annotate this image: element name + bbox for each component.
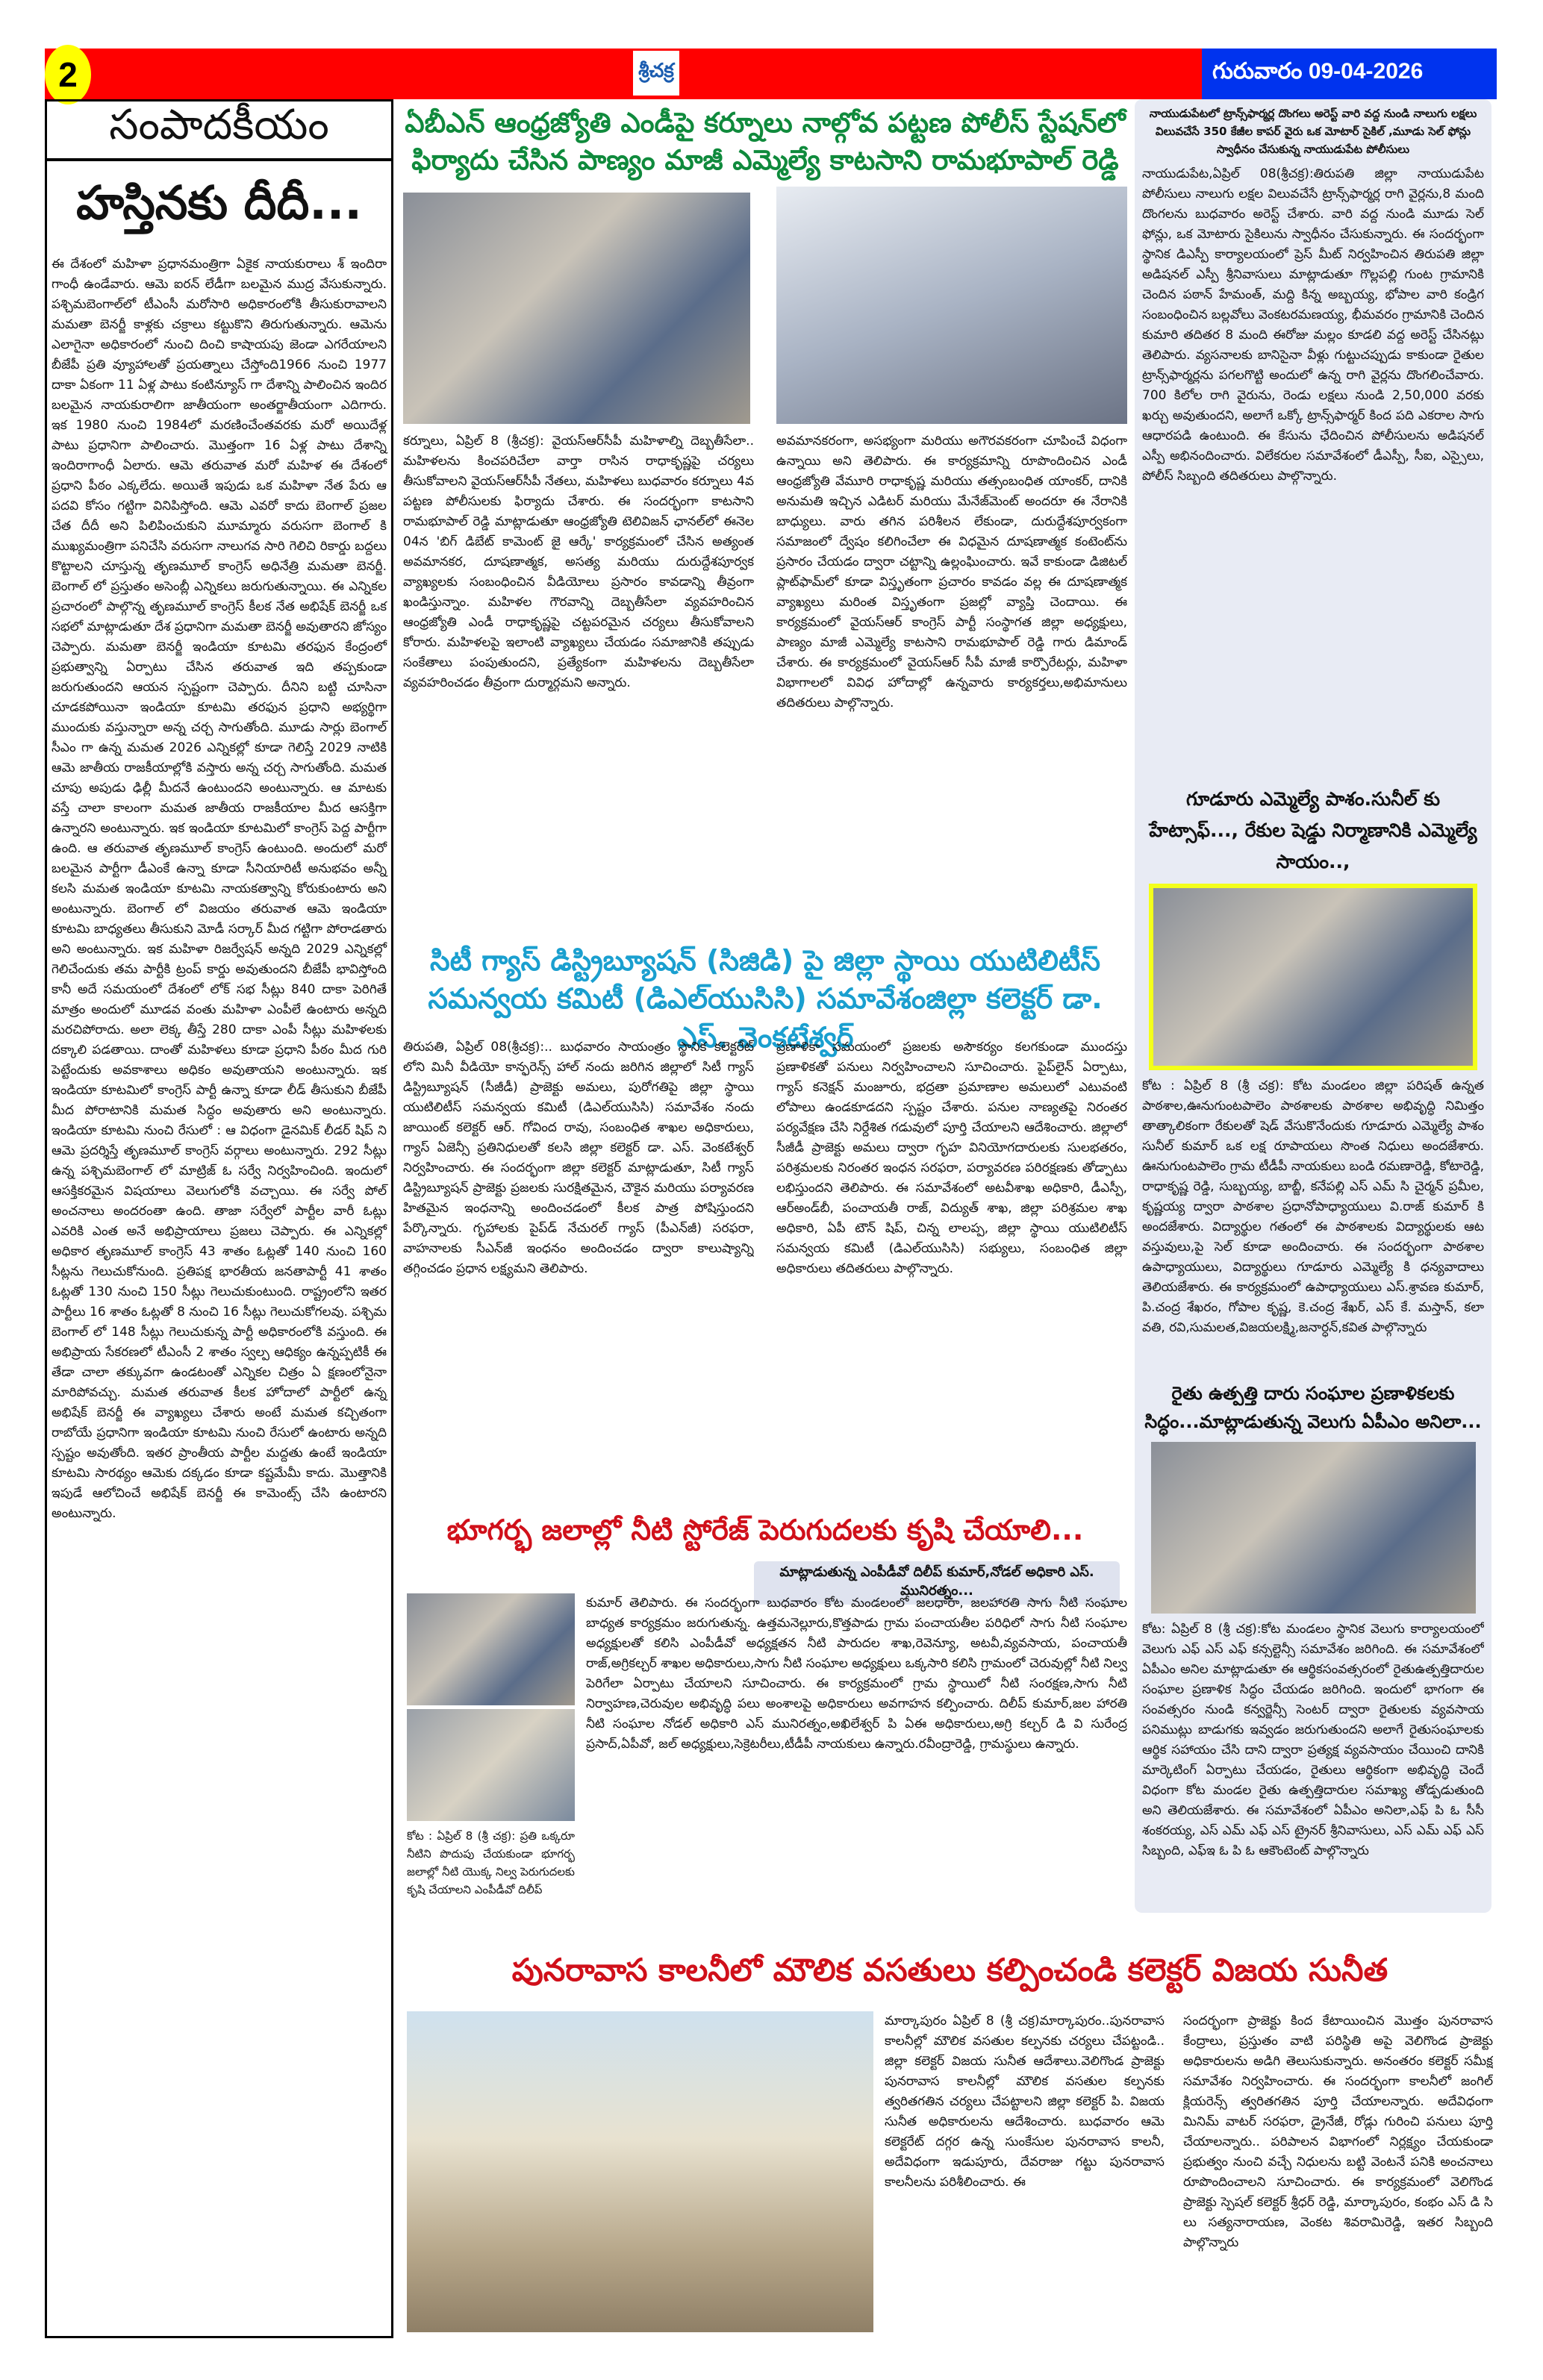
article3-photo-officials [407, 1709, 575, 1821]
article4-headline: పునరావాస కాలనీలో మౌలిక వసతులు కల్పించండి కలెక్టర్ విజయ సునీత [511, 1952, 1388, 1988]
article1-headline: ఏబీఎన్ ఆంధ్రజ్యోతి ఎండీపై కర్నూలు నాల్గోవ పట్టణ పోలీస్ స్టేషన్‌లో ఫిర్యాదు చేసిన పాణ్యం మాజీ ఎమ్మెల్యే కాటసాని రామభూపాల్ రెడ్డి [405, 107, 1126, 176]
story1-body: నాయుడుపేట,ఏప్రిల్ 08(శ్రీచక్ర):తిరుపతి జిల్లా నాయుడుపేట పోలీసులు నాలుగు లక్షల విలువచేసే ట్రాన్స్‌ఫార్మర్ల రాగి వైర్లను,8 మంది దొంగలను బుధవారం అరెస్ట్ చేశారు. వారి వద్ద నుండి మూడు సెల్ ఫోన్లు, ఒక మోటారు సైకిలును స్వాధీనం చేసుకున్నారు. ఈ సందర్భంగా స్థానిక డిఎస్పీ కార్యాలయంలో ప్రెస్ మీట్ నిర్వహించిన తిరుపతి జిల్లా అడిషనల్ ఎస్పీ శ్రీనివాసులు మాట్లాడుతూ గొల్లపల్లి గుంట గ్రామానికి చెందిన పఠాన్ హేమంత్, మద్ది కిన్న అబ్బయ్య, భోపాల వారి కండ్రిగ సంబంధించిన బల్లవోలు వెంకటరమణయ్య, భీమవరం గ్రామానికి చెందిన కుమారి తదితర 8 మంది ఈరోజు మల్లం కూడలి వద్ద అరెస్ట్ చేసినట్లు తెలిపారు. వ్యసనాలకు బానిసైనా వీళ్లు గుట్టుచప్పుడు కాకుండా రైతుల ట్రాన్స్‌ఫార్మర్లను పగలగొట్టి అందులో ఉన్న రాగి వైర్లను దొంగలించేవారు. 700 కిలోల రాగి వైరును, రెండు లక్షలు నుండి 2,50,000 వరకు ఖర్చు అవుతుందని, అలాగే ఒక్కో ట్రాన్స్‌ఫార్మర్ కింద పది ఎకరాల సాగు ఆధారపడి ఉంటుంది. ఈ కేసును ఛేదించిన పోలీసులను అడిషనల్ ఎస్పీ అభినందించారు. విలేకరుల సమావేశంలో డీఎస్పీ, సీఐ, ఎస్సైలు, పోలీస్ సిబ్బంది తదితరులు పాల్గొన్నారు. [1142, 166, 1484, 484]
article1-column2: అవమానకరంగా, అసభ్యంగా మరియు అగౌరవకరంగా చూపించే విధంగా ఉన్నాయి అని తెలిపారు. ఈ కార్యక్రమాన్ని రూపొందించిన ఎండీ ఆంధ్రజ్యోతి వేమూరి రాధాకృష్ణ మరియు తత్సంబంధిత యాంకర్, దానికి అనుమతి ఇచ్చిన ఎడిటర్ మరియు మేనేజ్‌మెంట్ అందరూ ఈ నేరానికి బాధ్యులు. వారు తగిన పరిశీలన లేకుండా, దురుద్దేశపూర్వకంగా సమాజంలో ద్వేషం కలిగించేలా ఈ విధమైన దూషణాత్మక కంటెంట్‌ను ప్రసారం చేయడం ద్వారా చట్టాన్ని ఉల్లంఘించారు. ఇవే కాకుండా డిజిటల్ ప్లాట్‌ఫామ్‌లో కూడా విస్తృతంగా ప్రచారం కావడం వల్ల ఈ దూషణాత్మక వ్యాఖ్యలు మరింత విస్తృతంగా ప్రజల్లో వ్యాప్తి చెందాయి. ఈ కార్యక్రమంలో వైయస్ఆర్ కాంగ్రెస్ పార్టీ సంస్థాగత జిల్లా అధ్యక్షులు, పాణ్యం మాజీ ఎమ్మెల్యే కాటసాని రామభూపాల్ రెడ్డి గారు డిమాండ్ చేశారు. ఈ కార్యక్రమంలో వైయస్ఆర్ సీపీ మాజీ కార్పొరేటర్లు, మహిళా విభాగాలలో వివిధ హోదాల్లో ఉన్నవారు కార్యకర్తలు,అభిమానులు తదితరులు పాల్గొన్నారు. [776, 434, 1127, 710]
page-number: 2 [45, 45, 91, 104]
editorial-section-title: సంపాదకీయం [47, 101, 391, 161]
article3-photo-meeting [407, 1593, 575, 1705]
story2 [1142, 784, 1484, 1373]
article1-column1: కర్నూలు, ఏప్రిల్ 8 (శ్రీచక్ర): వైయస్ఆర్‌సీపీ మహిళాల్ని దెబ్బతీసేలా.. మహిళలను కించపరిచేలా వార్తా రాసిన రాధాకృష్ణపై చర్యలు తీసుకోవాలని వైయస్ఆర్‌సీపీ నేతలు, మహిళలు బుధవారం కర్నూలు 4వ పట్టణ పోలీసులకు ఫిర్యాదు చేశారు. ఈ సందర్భంగా కాటసాని రామభూపాల్ రెడ్డి మాట్లాడుతూ ఆంధ్రజ్యోతి టెలివిజన్ ఛానల్‌లో ఈనెల 04న 'బిగ్ డిబేట్ కామెంట్ జై ఆర్కే' కార్యక్రమంలో చేసిన అత్యంత అవమానకర, దూషణాత్మక, అసత్య మరియు దురుద్దేశపూర్వక వ్యాఖ్యలకు సంబంధించిన వీడియోలు ప్రసారం కావడాన్ని తీవ్రంగా ఖండిస్తున్నాం. మహిళల గౌరవాన్ని దెబ్బతీసేలా వ్యవహరించిన ఆంధ్రజ్యోతి ఎండీ రాధాకృష్ణపై చట్టపరమైన చర్యలు తీసుకోవాలని కోరారు. మహిళలపై ఇలాంటి వ్యాఖ్యలు చేయడం సమాజానికి తప్పుడు సంకేతాలు పంపుతుందని, ప్రత్యేకంగా మహిళలను దెబ్బతీసేలా వ్యవహరించడం తీవ్రంగా దుర్మార్గమని అన్నారు. [403, 434, 754, 690]
story3 [1142, 1379, 1484, 1909]
story1 [1142, 104, 1484, 776]
story3-body: కోట: ఏప్రిల్ 8 (శ్రీ చక్ర):కోట మండలం స్థానిక వెలుగు కార్యాలయంలో వెలుగు ఎఫ్ ఎస్ ఎఫ్ కన్సల్టెన్సీ సమావేశం జరిగింది. ఈ సమావేశంలో ఏపీఎం అనిల మాట్లాడుతూ ఈ ఆర్థికసంవత్సరంలో రైతుఉత్పత్తిదారుల సంఘాల ప్రణాళిక సిద్ధం చేయడం జరిగింది. ఇందులో భాగంగా ఈ సంవత్సరం నుండి కన్వర్జెన్సీ సెంటర్ ద్వారా రైతులకు వ్యవసాయ పనిముట్లు బాడుగకు ఇవ్వడం జరుగుతుందని అలాగే రైతుసంఘాలకు ఆర్థిక సహాయం చేసి దాని ద్వారా ప్రత్యక్ష వ్యవసాయం చేయించి దానికి మార్కెటింగ్ ఏర్పాటు చేయడం, రైతులు ఆర్థికంగా అభివృద్ధి చెందే విధంగా కోట మండల రైతు ఉత్పత్తిదారుల సమాఖ్య తోడ్పడుతుంది అని తెలియజేశారు. ఈ సమావేశంలో ఏపీఎం అనిలా,ఎఫ్ పి ఓ సీసీ శంకరయ్య, ఎస్ ఎమ్ ఎఫ్ ఎస్ ట్రైనర్ శ్రీనివాసులు, ఎస్ ఎమ్ ఎఫ్ ఎస్ సిబ్బంది, ఎఫ్ఇ ఓ పి ఓ ఆకౌంటెంట్ పాల్గొన్నారు [1142, 1622, 1484, 1858]
article1-photo-complaint [403, 193, 750, 424]
story2-headline: గూడూరు ఎమ్మెల్యే పాశం.సునీల్ కు హేట్సాఫ్..., రేకుల షెడ్డు నిర్మాణానికి ఎమ్మెల్యే సాయం.., [1149, 788, 1477, 872]
article2-column2: ప్రణాళికా సమయంలో ప్రజలకు అసౌకర్యం కలగకుండా ముందస్తు ప్రణాళికతో పనులు నిర్వహించాలని సూచించారు. పైప్‌లైన్ ఏర్పాటు, గ్యాస్ కనెక్షన్ మంజూరు, భద్రతా ప్రమాణాల అమలులో ఎటువంటి లోపాలు ఉండకూడదని స్పష్టం చేశారు. పనుల నాణ్యతపై నిరంతర పర్యవేక్షణ చేసి నిర్దేశిత గడువులో పూర్తి చేయాలని ఆదేశించారు. జిల్లాలో సీజీడీ ప్రాజెక్టు అమలు ద్వారా గృహ వినియోగదారులకు సులభతరం, పరిశ్రమలకు నిరంతర ఇంధన సరఫరా, పర్యావరణ పరిరక్షణకు తోడ్పాటు లభిస్తుందని తెలిపారు. ఈ సమావేశంలో అటవీశాఖ అధికారి, డీఎస్పీ, ఆర్అండ్‌బీ, పంచాయతీ రాజ్, విద్యుత్ శాఖ, జిల్లా పరిశ్రమల శాఖ అధికారి, ఏపీ టౌన్ షిప్, చిన్న లాలప్ప, జిల్లా స్థాయి యుటిలిటీస్ సమన్వయ కమిటీ (డిఎల్‌యుసిసి) సభ్యులు, సంబంధిత జిల్లా అధికారులు తదితరులు పాల్గొన్నారు. [776, 1040, 1127, 1276]
article4-photo-colony-inspection [407, 2011, 873, 2332]
story3-headline: రైతు ఉత్పత్తి దారు సంఘాల ప్రణాళికలకు సిద్ధం...మాట్లాడుతున్న వెలుగు ఏపీఎం అనిలా... [1144, 1383, 1482, 1432]
issue-date: గురువారం 09-04-2026 [1202, 49, 1497, 99]
article2-column1: తిరుపతి, ఏప్రిల్ 08(శ్రీచక్ర):.. బుధవారం సాయంత్రం స్థానిక కలెక్టరేట్ లోని మినీ వీడియో కాన్ఫరెన్స్ హాల్ నందు జరిగిన జిల్లాలో సిటీ గ్యాస్ డిస్ట్రిబ్యూషన్ (సీజీడీ) ప్రాజెక్టు అమలు, పురోగతిపై జిల్లా స్థాయి యుటిలిటీస్ సమన్వయ కమిటీ (డిఎల్‌యుసిసి) సమావేశం నందు జాయింట్ కలెక్టర్ ఆర్. గోవింద రావు, సంబంధిత శాఖల అధికారులు, గ్యాస్ ఏజెన్సీ ప్రతినిధులతో కలసి జిల్లా కలెక్టర్ డా. ఎస్. వెంకటేశ్వర్ నిర్వహించారు. ఈ సందర్భంగా జిల్లా కలెక్టర్ మాట్లాడుతూ, సిటీ గ్యాస్ డిస్ట్రిబ్యూషన్ ప్రాజెక్టు ప్రజలకు సురక్షితమైన, చౌకైన మరియు పర్యావరణ హితమైన ఇంధనాన్ని అందించడంలో కీలక పాత్ర పోషిస్తుందని పేర్కొన్నారు. గృహాలకు పైప్‌డ్ నేచురల్ గ్యాస్ (పీఎన్‌జీ) సరఫరా, వాహనాలకు సీఎన్‌జీ ఇంధనం అందించడం ద్వారా కాలుష్యాన్ని తగ్గించడం ప్రధాన లక్ష్యమని తెలిపారు. [403, 1040, 754, 1276]
article3-subheading: మాట్లాడుతున్న ఎంపీడీవో దిలీప్ కుమార్,నోడల్ అధికారి ఎస్. మునిరత్నం... [754, 1561, 1120, 1605]
newspaper-logo: శ్రీచక్ర [633, 51, 679, 96]
article4-column1: మార్కాపురం ఏప్రిల్ 8 (శ్రీ చక్ర)మార్కాపురం..పునరావాస కాలనీల్లో మౌలిక వసతుల కల్పనకు చర్యలు చేపట్టండి.. జిల్లా కలెక్టర్ విజయ సునీత ఆదేశాలు.వెలిగొండ ప్రాజెక్టు పునరావాస కాలనీల్లో మౌలిక వసతుల కల్పనకు త్వరితగతిన చర్యలు చేపట్టాలని జిల్లా కలెక్టర్ పి. విజయ సునీత అధికారులను ఆదేశించారు. బుధవారం ఆమె కలెక్టరేట్ దగ్గర ఉన్న సుంకేసుల పునరావాస కాలనీ, అదేవిధంగా ఇడుపూరు, దేవరాజు గట్టు పునరావాస కాలనీలను పరిశీలించారు. ఈ [885, 2014, 1165, 2190]
article2-headline: సిటీ గ్యాస్ డిస్ట్రిబ్యూషన్ (సిజిడి) పై జిల్లా స్థాయి యుటిలిటీస్ సమన్వయ కమిటీ (డిఎల్‌యుసిసి) సమావేశంజిల్లా కలెక్టర్ డా. ఎస్. వెంకటేశ్వర్ [428, 944, 1103, 1054]
article3-body: కుమార్ తెలిపారు. ఈ సందర్భంగా బుధవారం కోట మండలంలో జలధారా, జలహారతి సాగు నీటి సంఘాల బాధ్యత కార్యక్రమం జరుగుతున్న. ఉత్తమనెల్లూరు,కొత్తపాడు గ్రామ పంచాయతీల పరిధిలో సాగు నీటి సంఘాల అధ్యక్షులతో కలిసి ఎంపీడీవో అధ్యక్షతన నీటి పారుదల శాఖ,రెవెన్యూ, అటవీ,వ్యవసాయ, పంచాయతీ రాజ్,అగ్రికల్చర్ శాఖల అధికారులు,సాగు నీటి సంఘాల అధ్యక్షులు ఒక్కసారి కలిసి గ్రామంలో చెరువుల్లో నీటి నిల్వ పెరిగేలా ఏర్పాటు చేయాలని సూచించారు. ఈ కార్యక్రమంలో గ్రామ స్థాయిలో నీటి సంరక్షణ,సాగు నీటి నిర్వాహణ,చెరువుల అభివృద్ధి పలు అంశాలపై అధికారులు అవగాహన కల్పించారు. దిలీప్ కుమార్,జల హారతి నీటి సంఘాల నోడల్ అధికారి ఎస్ మునిరత్నం,అఖిలేశ్వర్ పి ఏఈ అధికారులు,అగ్రి కల్చర్ డి వి సురేంద్ర ప్రసాద్,ఏపీవో, జల్ అధ్యక్షులు,సెక్రెటరీలు,టీడీపీ నాయకులు ఉన్నారు.రవీంద్రారెడ్డి, గ్రామస్థులు ఉన్నారు. [586, 1596, 1127, 1752]
story2-photo [1149, 884, 1477, 1070]
article4-column2: సందర్భంగా ప్రాజెక్టు కింద కేటాయించిన మొత్తం పునరావాస కేంద్రాలు, ప్రస్తుతం వాటి పరిస్థితి అపై వెలిగొండ ప్రాజెక్టు అధికారులను అడిగి తెలుసుకున్నారు. అనంతరం కలెక్టర్ సమీక్ష సమావేశం నిర్వహించారు. ఈ సందర్భంగా కాలనీలో జంగిల్ క్లియరెన్స్ త్వరితగతిన పూర్తి చేయాలన్నారు. అదేవిధంగా మినిమ్ వాటర్ సరఫరా, డ్రైనేజీ, రోడ్లు గురించి పనులు పూర్తి చేయాలన్నారు.. పరిపాలన విభాగంలో నిర్లక్ష్యం చేయకుండా ప్రభుత్వం నుంచి వచ్చే నిధులను బట్టి వెంటనే పనికి అంచనాలు రూపొందించాలని సూచించారు. ఈ కార్యక్రమంలో వెలిగొండ ప్రాజెక్టు స్పెషల్ కలెక్టర్ శ్రీధర్ రెడ్డి, మార్కాపురం, కంభం ఎస్ డి సి లు సత్యనారాయణ, వెంకట శివరామిరెడ్డి, ఇతర సిబ్బంది పాల్గొన్నారు [1183, 2014, 1493, 2250]
article3-caption: కోట : ఏప్రిల్ 8 (శ్రీ చక్ర): ప్రతి ఒక్కరూ నీటిని పొదుపు చేయకుండా భూగర్భ జలాల్లో నీటి యొక్క నిల్వ పెరుగుదలకు కృషి చేయాలని ఎంపీడీవో దిలీప్ [407, 1829, 575, 1896]
editorial-column [45, 99, 393, 2338]
story3-photo [1151, 1442, 1476, 1614]
story1-headline: నాయుడుపేటలో ట్రాన్స్‌ఫార్మర్ల దొంగలు అరెస్ట్ వారి వద్ద నుండి నాలుగు లక్షలు విలువచేసే 350 కేజీల కాపర్ వైరు ఒక మోటార్ సైకిల్ ,మూడు సెల్ ఫోన్లు స్వాధీనం చేసుకున్న నాయుడుపేట పోలీసులు [1149, 107, 1477, 156]
editorial-body: ఈ దేశంలో మహిళా ప్రధానమంత్రిగా ఏకైక నాయకురాలు శ్ ఇందిరా గాంధీ ఉండేవారు. ఆమె ఐరన్ లేడీగా బలమైన ముద్ర వేసుకున్నారు. పశ్చిమబెంగాల్‌లో టీఎంసీ మరోసారి అధికారంలోకి తీసుకురావాలని మమతా బెనర్జీ కాళ్లకు చక్రాలు కట్టుకొని తిరుగుతున్నారు. ఆమెను ఎలాగైనా అధికారంలో నుంచి దించి కాషాయపు జెండా ఎగరేయాలని బీజేపీ ప్రతి వ్యూహాలతో ప్రయత్నాలు చేస్తోంది1966 నుంచి 1977 దాకా ఏకంగా 11 ఏళ్ల పాటు కంటిన్యూస్ గా దేశాన్ని పాలించిన ఇందిర బలమైన నాయకురాలిగా జాతీయంగా అంతర్జాతీయంగా ఎదిగారు. ఇక 1980 నుంచి 1984లో మరణించేంతవరకు మరో అయిదేళ్ల పాటు ప్రధానిగా పాలించారు. మొత్తంగా 16 ఏళ్ల పాటు దేశాన్ని ఇందిరాగాంధీ ఏలారు. ఆమె తరువాత మరో మహిళ ఈ దేశంలో ప్రధాని పీఠం ఎక్కలేదు. అయితే ఇపుడు ఒక మహిళా నేత పేరు ఆ పదవి కోసం గట్టిగా వినిపిస్తోంది. ఆమె ఎవరో కాదు బెంగాల్ ప్రజల చేత దీదీ అని పిలిపించుకుని మూమ్మారు వరుసగా బెంగాల్ కి ముఖ్యమంత్రిగా పనిచేసి వరుసగా నాలుగవ సారి గెలిచి రికార్డు బద్దలు కొట్టాలని చూస్తున్న తృణమూల్ కాంగ్రెస్ అధినేత్రి మమతా బెనర్జీ. బెంగాల్ లో ప్రస్తుతం అసెంబ్లీ ఎన్నికలు జరుగుతున్నాయి. ఈ ఎన్నికల ప్రచారంలో పాల్గొన్న తృణమూల్ కాంగ్రెస్ కీలక నేత అభిషేక్ బెనర్జీ ఒక సభలో మాట్లాడుతూ దేశ ప్రధానిగా మమతా బెనర్జీ అవుతారని జోస్యం చెప్పారు. మమతా బెనర్జీ ఇండియా కూటమి తరఫున కేంద్రంలో ప్రభుత్వాన్ని ఏర్పాటు చేసిన తరువాత ఇది తప్పకుండా జరుగుతుందని ఆయన స్పష్టంగా చెప్పారు. దీనిని బట్టి చూసినా చూడకపోయినా ఇండియా కూటమి తరఫున ప్రధాని అభ్యర్థిగా ముందుకు వస్తున్నారా అన్న చర్చ సాగుతోంది. మూడు సార్లు బెంగాల్ సీఎం గా ఉన్న మమత 2026 ఎన్నికల్లో కూడా గెలిస్తే 2029 నాటికి ఆమె జాతీయ రాజకీయాల్లోకి వస్తారు అన్న చర్చ సాగుతోంది. మమత చూపు అపుడు ఢిల్లీ మీదనే ఉంటుందని అంటున్నారు. ఆ మాటకు వస్తే చాలా కాలంగా మమత జాతీయ రాజకీయాల మీద ఆసక్తిగా ఉన్నారని అంటున్నారు. ఇక ఇండియా కూటమిలో కాంగ్రెస్ పెద్ద పార్టీగా ఉంది. ఆ తరువాత తృణమూల్ కాంగ్రెస్ ఉంటుంది. అందులో మరో బలమైన పార్టీగా డీఎంకే ఉన్నా కూడా సీనియారిటీ అనుభవం అన్నీ కలసి మమత ఇండియా కూటమి నాయకత్వాన్ని కోరుకుంటారు అని అంటున్నారు. బెంగాల్ లో విజయం తరువాత ఆమె ఇండియా కూటమి బాధ్యతలు తీసుకుని మోడీ సర్కార్ మీద గట్టిగా పోరాడతారు అని అంటున్నారు. ఇక మహిళా రిజర్వేషన్ అన్నది 2029 ఎన్నికల్లో గెలిచేందుకు తమ పార్టీకి ట్రంప్ కార్డు అవుతుందని బీజేపీ భావిస్తోంది కానీ అదే సమయంలో దేశంలో లోక్ సభ సీట్లు 840 దాకా పెరిగితే మాత్రం అందులో మూడవ వంతు మహిళా ఎంపీలే ఉంటారు అన్నది మరచిపోరాదు. అలా లెక్క తీస్తే 280 దాకా ఎంపీ సీట్లు మహిళలకు దక్కాలి పడతాయి. దాంతో మహిళలు కూడా ప్రధాని పీఠం మీద గురి పెట్టేందుకు అవకాశాలు అధికం అవుతాయని అంటున్నారు. ఇక ఇండియా కూటమిలో కాంగ్రెస్ పార్టీ ఉన్నా కూడా లీడ్ తీసుకుని బీజేపీ మీద పోరాటానికి మమత సిద్ధం అవుతారు అని అంటున్నారు. ఇండియా కూటమి నుంచి రేసులో : ఆ విధంగా డైనమిక్ లీడర్ షిప్ ని ఆమె ప్రదర్శిస్తే తృణమూల్ కాంగ్రెస్ వర్గాలు అంటున్నారు. 292 సీట్లు ఉన్న పశ్చిమబెంగాల్ లో మాట్రిజ్ ఓ సర్వే నిర్వహించింది. ఇందులో ఆసక్తికరమైన విషయాలు వెలుగులోకి వచ్చాయి. ఈ సర్వే పోల్ అంచనాలు అందరంతా ఉంది. తాజా సర్వేలో పార్టీల వారీ ఓట్లు ఎవరికి ఎంత అనే అభిప్రాయాలు ప్రజలు చెప్పారు. ఈ ఎన్నికల్లో అధికార తృణమూల్ కాంగ్రెస్ 43 శాతం ఓట్లతో 140 నుంచి 160 సీట్లను గెలుచుకోనుంది. ప్రతిపక్ష భారతీయ జనతాపార్టీ 41 శాతం ఓట్లతో 130 నుంచి 150 సీట్లు గెలుచుకుంటుంది. రాష్ట్రంలోని ఇతర పార్టీలు 16 శాతం ఓట్లతో 8 నుంచి 16 సీట్లు గెలుచుకోగలవు. పశ్చిమ బెంగాల్ లో 148 సీట్లు గెలుచుకున్న పార్టీ అధికారంలోకి వస్తుంది. ఈ అభిప్రాయ సేకరణలో టీఎంసీ 2 శాతం స్వల్ప ఆధిక్యం ఉన్నప్పటికీ ఈ తేడా చాలా తక్కువగా ఉండటంతో ఎన్నికల చిత్రం ఏ క్షణంలోనైనా మారిపోవచ్చు. మమత తరువాత కీలక హోదాలో పార్టీలో ఉన్న అభిషేక్ బెనర్జీ ఈ వ్యాఖ్యలు చేశారు అంటే మమత కచ్చితంగా రాబోయే ప్రధానిగా ఇండియా కూటమి నుంచి రేసులో ఉంటారు అన్నది స్పష్టం అవుతోంది. ఇతర ప్రాంతీయ పార్టీల మద్దతు ఉంటే ఇండియా కూటమి సారథ్యం ఆమెకు దక్కడం కూడా కష్టమేమీ కాదు. మొత్తానికి ఇపుడే ఆలోచించే అభిషేక్ బెనర్జీ ఈ కామెంట్స్ చేసి ఉంటారని అంటున్నారు. [52, 257, 387, 1521]
editorial-headline: హస్తినకు దీదీ... [76, 175, 362, 230]
article1-photo-police-station [776, 187, 1127, 424]
article3-headline: భూగర్భ జలాల్లో నీటి స్టోరేజ్ పెరుగుదలకు కృషి చేయాలి... [446, 1514, 1084, 1546]
story2-body: కోట : ఏప్రిల్ 8 (శ్రీ చక్ర): కోట మండలం జిల్లా పరిషత్ ఉన్నత పాఠశాల,ఊనుగుంటపాలెం పాఠశాలకు పాఠశాల అభివృద్ధి నిమిత్తం తాత్కాలికంగా రేకులతో షెడ్ వేసుకొనేందుకు గూడూరు ఎమ్మెల్యే పాశం సునీల్ కుమార్ ఒక లక్ష రూపాయలు సొంత నిధులు అందజేశారు. ఊనుగుంటపాలెం గ్రామ టీడీపీ నాయకులు బండి రమణారెడ్డి, కోటారెడ్డి, రాధాకృష్ణ రెడ్డి, సుబ్బయ్య, బాబ్జీ, కనేపల్లి ఎస్ ఎమ్ సి చైర్మన్ ప్రమీల, కృష్ణయ్య ద్వారా పాఠశాల ప్రధానోపాధ్యాయులు వి.రాజ్ కుమార్ కి అందజేశారు. విద్యార్థుల గతంలో ఈ పాఠశాలకు విద్యార్థులకు ఆట వస్తువులు,పై సెల్ కూడా అందించారు. ఈ సందర్భంగా పాఠశాల ఉపాధ్యాయులు, విద్యార్థులు గూడూరు ఎమ్మెల్యే కి ధన్యవాదాలు తెలియజేశారు. ఈ కార్యక్రమంలో ఉపాధ్యాయులు ఎస్.శ్రావణ కుమార్, పి.చంద్ర శేఖరం, గోపాల కృష్ణ, కె.చంద్ర శేఖర్, ఎస్ కే. మస్తాన్, కలా వతి, రవి,సుమలత,విజయలక్ష్మి,జనార్ధన్,కవిత పాల్గొన్నారు [1142, 1078, 1484, 1335]
